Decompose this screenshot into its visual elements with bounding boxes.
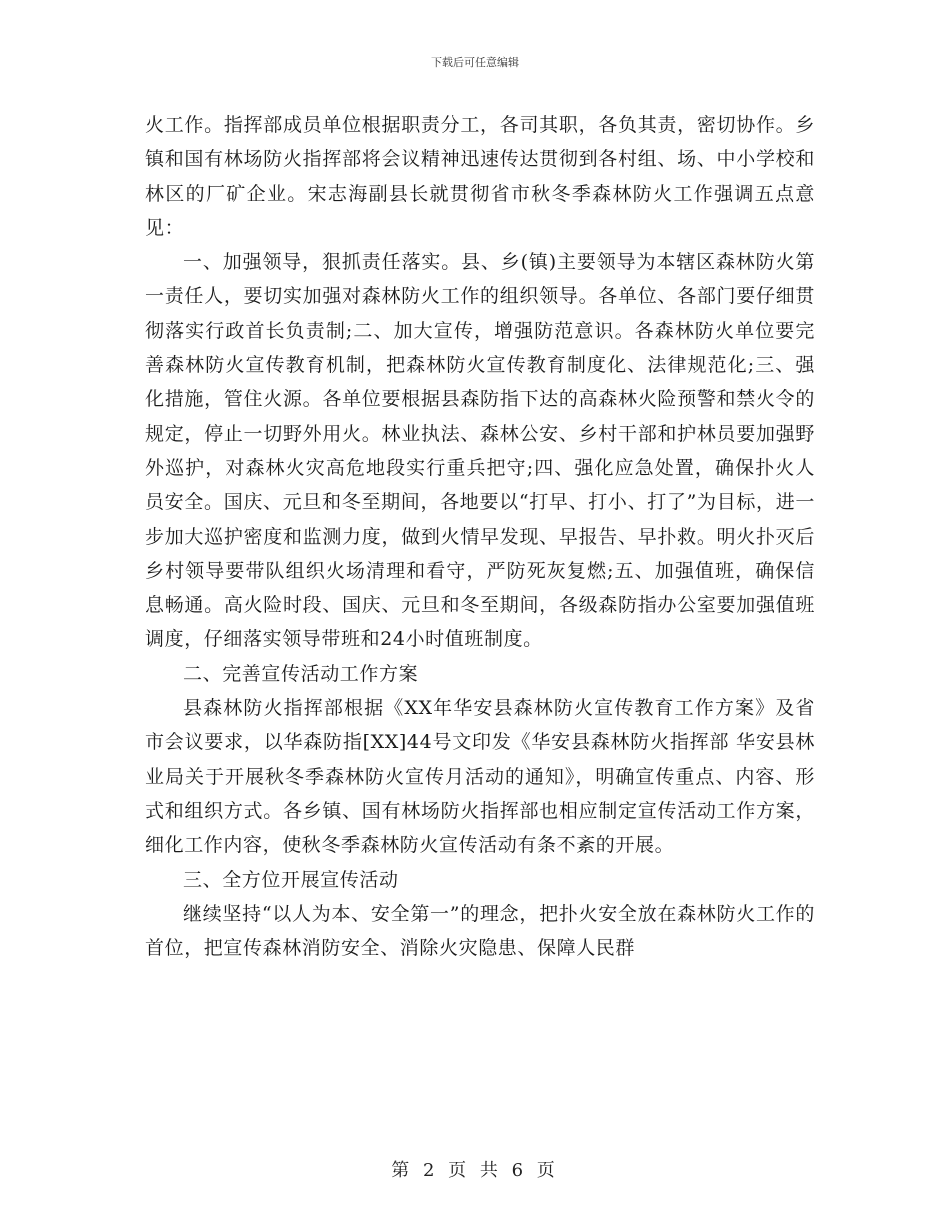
page-header: 下载后可任意编辑 xyxy=(431,56,519,69)
paragraph-2: 一、加强领导，狠抓责任落实。县、乡(镇)主要领导为本辖区森林防火第一责任人，要切实加强对森林防火工作的组织领导。各单位、各部门要仔细贯彻落实行政首长负责制;二、加大宣传，增强防范意识。各森林防火单位要完善森林防火宣传教育机制，把森林防火宣传教育制度化、法律规范化;三、强化措施，管住火源。各单位要根据县森防指下达的高森林火险预警和禁火令的规定，停止一切野外用火。林业执法、森林公安、乡村干部和护林员要加强野外巡护，对森林火灾高危地段实行重兵把守;四、强化应急处置，确保扑火人员安全。国庆、元旦和冬至期间，各地要以“打早、打小、打了”为目标，进一步加大巡护密度和监测力度，做到火情早发现、早报告、早扑救。明火扑灭后乡村领导要带队组织火场清理和看守，严防死灰复燃;五、加强值班，确保信息畅通。高火险时段、国庆、元旦和冬至期间，各级森防指办公室要加强值班调度，仔细落实领导带班和24小时值班制度。 xyxy=(145,251,815,651)
paragraph-4: 继续坚持“以人为本、安全第一”的理念，把扑火安全放在森林防火工作的首位，把宣传森林消防安全、消除火灾隐患、保障人民群 xyxy=(145,902,815,960)
paragraph-1: 火工作。指挥部成员单位根据职责分工，各司其职，各负其责，密切协作。乡镇和国有林场防火指挥部将会议精神迅速传达贯彻到各村组、场、中小学校和林区的厂矿企业。宋志海副县长就贯彻省市秋冬季森林防火工作强调五点意见： xyxy=(145,114,815,239)
document-body xyxy=(145,108,815,965)
page-footer: 第 2 页 共 6 页 xyxy=(391,1160,559,1181)
section-heading-2: 二、完善宣传活动工作方案 xyxy=(183,662,419,685)
paragraph-3: 县森林防火指挥部根据《XX年华安县森林防火宣传教育工作方案》及省市会议要求，以华森防指[XX]44号文印发《华安县森林防火指挥部 华安县林业局关于开展秋冬季森林防火宣传月活动的通知》，明确宣传重点、内容、形式和组织方式。各乡镇、国有林场防火指挥部也相应制定宣传活动工作方案，细化工作内容，使秋冬季森林防火宣传活动有条不紊的开展。 xyxy=(145,697,815,857)
section-heading-3: 三、全方位开展宣传活动 xyxy=(183,868,399,891)
